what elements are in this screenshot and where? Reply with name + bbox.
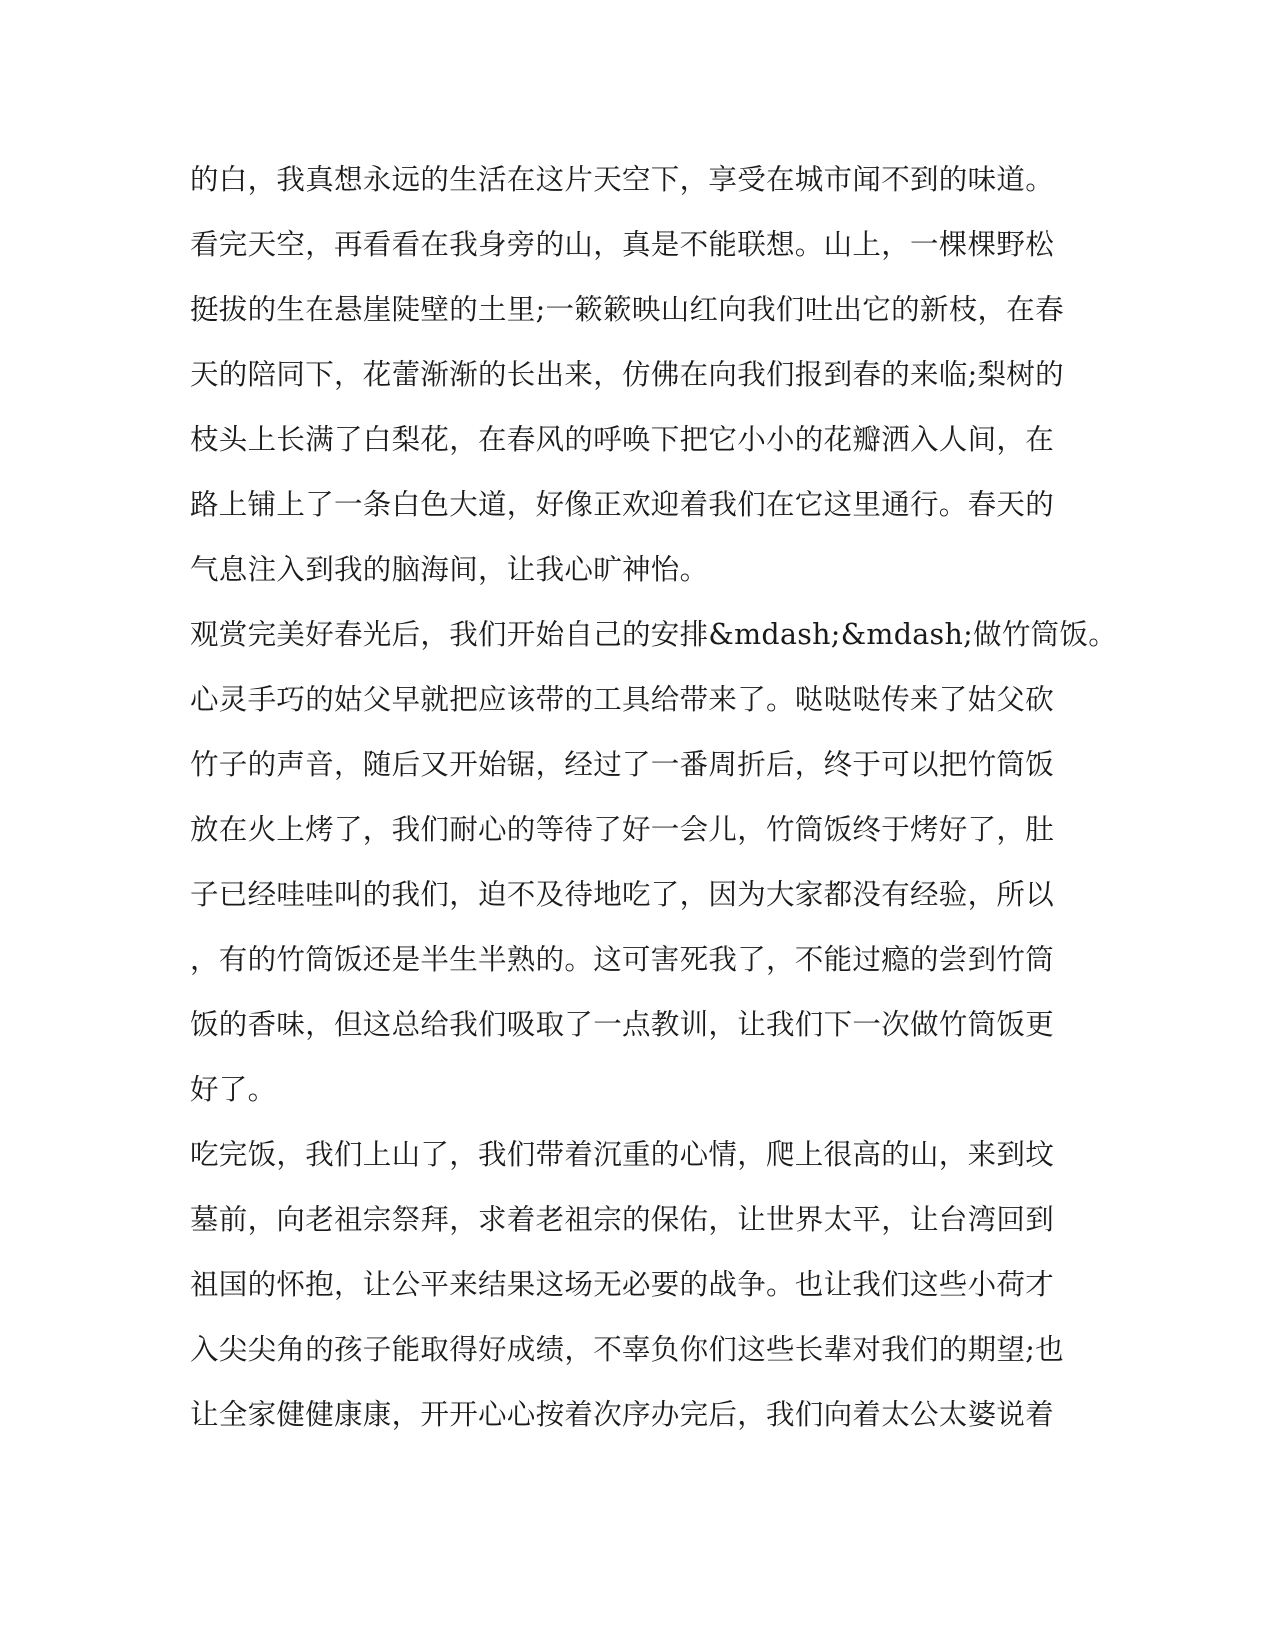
- text-line: 心灵手巧的姑父早就把应该带的工具给带来了。哒哒哒传来了姑父砍: [190, 683, 1055, 716]
- text-line: 祖国的怀抱，让公平来结果这场无必要的战争。也让我们这些小荷才: [190, 1268, 1055, 1301]
- body-text: [190, 157, 1118, 1457]
- text-line: 墓前，向老祖宗祭拜，求着老祖宗的保佑，让世界太平，让台湾回到: [190, 1203, 1055, 1236]
- text-line: 好了。: [190, 1073, 277, 1106]
- text-line: 天的陪同下，花蕾渐渐的长出来，仿佛在向我们报到春的来临;梨树的: [190, 358, 1064, 391]
- text-line: 挺拔的生在悬崖陡壁的土里;一簌簌映山红向我们吐出它的新枝，在春: [190, 293, 1064, 326]
- text-line: 子已经哇哇叫的我们，迫不及待地吃了，因为大家都没有经验，所以: [190, 878, 1055, 911]
- text-line: 饭的香味，但这总给我们吸取了一点教训，让我们下一次做竹筒饭更: [190, 1008, 1055, 1041]
- text-line: 的白，我真想永远的生活在这片天空下，享受在城市闻不到的味道。: [190, 163, 1055, 196]
- text-line: 路上铺上了一条白色大道，好像正欢迎着我们在它这里通行。春天的: [190, 488, 1055, 521]
- text-line: 枝头上长满了白梨花，在春风的呼唤下把它小小的花瓣洒入人间，在: [190, 423, 1055, 456]
- text-line: 让全家健健康康，开开心心按着次序办完后，我们向着太公太婆说着: [190, 1398, 1055, 1431]
- text-line: 竹子的声音，随后又开始锯，经过了一番周折后，终于可以把竹筒饭: [190, 748, 1055, 781]
- text-line: 气息注入到我的脑海间，让我心旷神怡。: [190, 553, 709, 586]
- text-line: 放在火上烤了，我们耐心的等待了好一会儿，竹筒饭终于烤好了，肚: [190, 813, 1055, 846]
- text-line: 入尖尖角的孩子能取得好成绩，不辜负你们这些长辈对我们的期望;也: [190, 1333, 1064, 1366]
- text-line: 观赏完美好春光后，我们开始自己的安排&mdash;&mdash;做竹筒饭。: [190, 618, 1118, 651]
- text-line: 看完天空，再看看在我身旁的山，真是不能联想。山上，一棵棵野松: [190, 228, 1055, 261]
- text-line: 吃完饭，我们上山了，我们带着沉重的心情，爬上很高的山，来到坟: [190, 1138, 1055, 1171]
- text-line: ，有的竹筒饭还是半生半熟的。这可害死我了，不能过瘾的尝到竹筒: [190, 943, 1055, 976]
